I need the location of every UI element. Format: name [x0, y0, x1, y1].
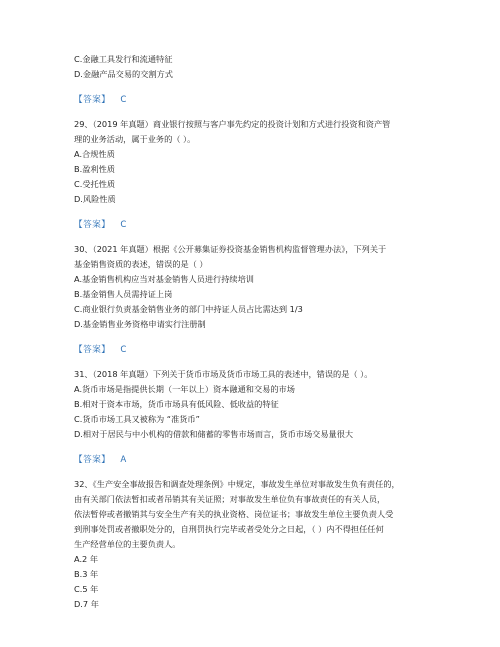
option-a: A.2 年	[74, 554, 99, 564]
option-a: A.合规性质	[74, 149, 115, 159]
option-d: D.相对于居民与中小机构的借款和储蓄的零售市场而言，货币市场交易量很大	[74, 429, 354, 439]
answer-value: C	[120, 345, 127, 355]
question-29	[74, 117, 434, 207]
option-c: C.金融工具发行和流通特征	[74, 54, 173, 64]
answer-label: 【答案】	[74, 345, 111, 355]
option-c: C.5 年	[74, 584, 99, 594]
answer-28	[74, 93, 434, 108]
question-stem-line: 生产经营单位的主要负责人。	[74, 539, 181, 549]
answer-value: A	[120, 455, 127, 465]
answer-label: 【答案】	[74, 220, 111, 230]
option-b: B.盈利性质	[74, 164, 115, 174]
option-b: B.3 年	[74, 569, 99, 579]
question-stem-line: 30、（2021 年真题）根据《公开募集证券投资基金销售机构监督管理办法》，下列关于	[74, 244, 387, 254]
question-stem-line: 31、（2018 年真题）下列关于货币市场及货币市场工具的表述中，错误的是（ ）。	[74, 369, 373, 379]
option-c: C.受托性质	[74, 179, 116, 189]
option-a: A.基金销售机构应当对基金销售人员进行持续培训	[74, 274, 254, 284]
question-stem-line: 到刑事处罚或者撤职处分的，自刑罚执行完毕或者受处分之日起，（ ）内不得担任任何	[74, 524, 384, 534]
question-stem-line: 由有关部门依法暂扣或者吊销其有关证照；对事故发生单位负有事故责任的有关人员，	[74, 494, 386, 504]
answer-29	[74, 218, 434, 233]
document-page	[74, 52, 434, 612]
answer-value: C	[120, 95, 127, 105]
answer-label: 【答案】	[74, 95, 111, 105]
question-stem-line: 理的业务活动，属于业务的（ ）。	[74, 134, 196, 144]
option-c: C.货币市场工具又被称为 “准货币”	[74, 414, 200, 424]
question-31	[74, 367, 434, 442]
option-b: B.相对于资本市场，货币市场具有低风险、低收益的特征	[74, 399, 279, 409]
option-c: C.商业银行负责基金销售业务的部门中持证人员占比需达到 1/3	[74, 304, 303, 314]
option-b: B.基金销售人员需持证上岗	[74, 289, 173, 299]
option-a: A.货币市场是指提供长期（一年以上）资本融通和交易的市场	[74, 384, 295, 394]
question-stem-line: 32、《生产安全事故报告和调查处理条例》中规定，事故发生单位对事故发生负有责任的，	[74, 479, 400, 489]
answer-label: 【答案】	[74, 455, 111, 465]
answer-30	[74, 343, 434, 358]
answer-31	[74, 453, 434, 468]
question-28-tail	[74, 52, 434, 82]
answer-value: C	[120, 220, 127, 230]
option-d: D.风险性质	[74, 194, 116, 204]
option-d: D.基金销售业务资格申请实行注册制	[74, 319, 206, 329]
question-30	[74, 242, 434, 332]
question-stem-line: 29、（2019 年真题）商业银行按照与客户事先约定的投资计划和方式进行投资和资产管	[74, 119, 391, 129]
question-stem-line: 基金销售资质的表述，错误的是（ ）	[74, 259, 208, 269]
question-stem-line: 依法暂停或者撤销其与安全生产有关的执业资格、岗位证书；事故发生单位主要负责人受	[74, 509, 394, 519]
option-d: D.7 年	[74, 599, 99, 609]
option-d: D.金融产品交易的交割方式	[74, 69, 173, 79]
question-32	[74, 477, 434, 612]
